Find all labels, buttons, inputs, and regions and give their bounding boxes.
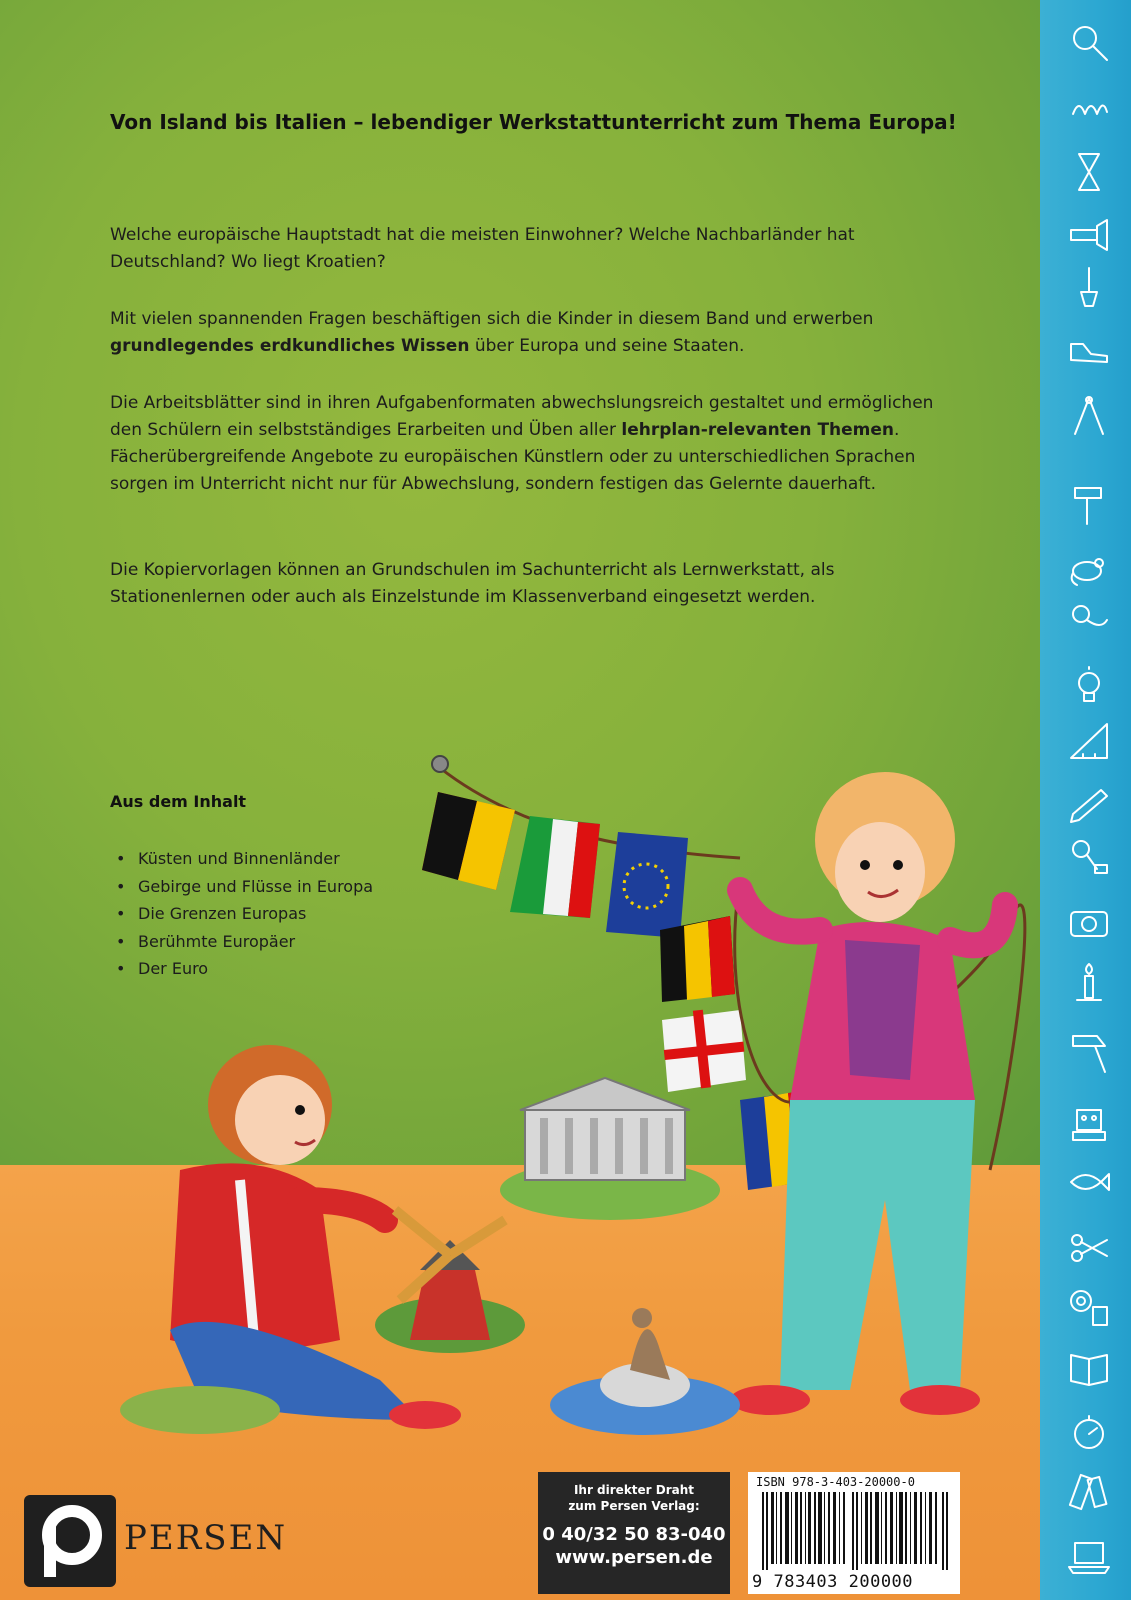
text-span: Die Arbeitsblätter sind in ihren Aufgabenformaten abwechslungsreich gestaltet und ermöglichen den Schülern ein selbstständiges Erarbeiten und Üben aller xyxy=(110,393,934,440)
contents-item: • Der Euro xyxy=(110,955,373,983)
contact-phone: 0 40/32 50 83-040 xyxy=(542,1524,726,1545)
mermaid-model xyxy=(550,1308,740,1435)
candle-icon xyxy=(1067,960,1111,1004)
hammer-icon xyxy=(1067,482,1111,526)
description-paragraph-2 xyxy=(110,390,970,498)
flag-italy xyxy=(510,816,600,918)
text-span: Mit vielen spannenden Fragen beschäftigen sich die Kinder in diesem Band und erwerben xyxy=(110,309,874,329)
shovel-icon xyxy=(1067,266,1111,310)
headline: Von Island bis Italien – lebendiger Werkstattunterricht zum Thema Europa! xyxy=(110,110,957,134)
icon-sidebar xyxy=(1040,0,1131,1600)
intro-questions: Welche europäische Hauptstadt hat die meisten Einwohner? Welche Nachbarländer hat Deutschland? Wo liegt Kroatien? xyxy=(110,225,855,272)
microphone-icon xyxy=(1067,600,1111,644)
book-icon xyxy=(1067,1345,1111,1389)
isbn-label: ISBN 978-3-403-20000-0 xyxy=(756,1475,915,1489)
contact-line-2: zum Persen Verlag: xyxy=(568,1499,700,1513)
spring-icon xyxy=(1067,84,1111,128)
crayon-icon xyxy=(1067,1470,1111,1514)
compass-icon xyxy=(1067,394,1111,438)
flag-belgium xyxy=(660,916,735,1002)
contents-item: • Gebirge und Flüsse in Europa xyxy=(110,873,373,901)
windmill-model xyxy=(375,1210,525,1353)
stopwatch-icon xyxy=(1067,1408,1111,1452)
laptop-icon xyxy=(1067,1535,1111,1579)
contact-line-1: Ihr direkter Draht xyxy=(573,1483,695,1497)
flag-eu xyxy=(606,832,688,938)
text-span: . Fächerübergreifende Angebote zu europäischen Künstlern oder zu unterschiedlichen Sprachen sorgen im Unterricht nicht nur für Abwechslung, sondern festigen das Gelernte dauerhaft. xyxy=(110,420,916,494)
description-paragraph-3: Die Kopiervorlagen können an Grundschulen im Sachunterricht als Lernwerkstatt, als Stationenlernen oder auch als Einzelstunde im Klassenverband eingesetzt werden. xyxy=(110,560,835,607)
scissors-icon xyxy=(1067,1226,1111,1270)
mouse-icon xyxy=(1067,545,1111,589)
pin-icon xyxy=(1067,835,1111,879)
ean-number: 9 783403 200000 xyxy=(752,1572,914,1592)
contents-item: • Küsten und Binnenländer xyxy=(110,845,373,873)
parthenon-model xyxy=(500,1078,720,1220)
text-span: über Europa und seine Staaten. xyxy=(469,336,745,356)
flag-england xyxy=(662,1010,746,1092)
boy-figure xyxy=(120,1045,461,1434)
flag-germany xyxy=(422,792,515,890)
fish-icon xyxy=(1067,1160,1111,1204)
contents-list xyxy=(110,845,373,983)
robot-icon xyxy=(1067,1100,1111,1144)
pencil-icon xyxy=(1067,780,1111,824)
barcode xyxy=(762,1492,950,1570)
contents-item: • Berühmte Europäer xyxy=(110,928,373,956)
hourglass-icon xyxy=(1067,150,1111,194)
contact-website[interactable]: www.persen.de xyxy=(555,1547,713,1568)
flashlight-icon xyxy=(1067,212,1111,256)
persen-logo-icon xyxy=(24,1495,116,1587)
description-paragraph-1 xyxy=(110,306,970,360)
bold-highlight: grundlegendes erdkundliches Wissen xyxy=(110,336,470,356)
publisher-name: PERSEN xyxy=(124,1518,288,1558)
lightbulb-icon xyxy=(1067,665,1111,709)
contact-box xyxy=(538,1472,730,1594)
contents-title: Aus dem Inhalt xyxy=(110,792,247,811)
isbn-barcode-box xyxy=(748,1472,960,1594)
contents-item: • Die Grenzen Europas xyxy=(110,900,373,928)
bold-highlight: lehrplan-relevanten Themen xyxy=(621,420,895,440)
camera-icon xyxy=(1067,900,1111,944)
ruler-triangle-icon xyxy=(1067,718,1111,762)
garland-nail xyxy=(432,756,448,772)
shoe-icon xyxy=(1067,330,1111,374)
magnifier-icon xyxy=(1067,20,1111,64)
tuning-fork-icon xyxy=(1067,1030,1111,1074)
tape-icon xyxy=(1067,1285,1111,1329)
